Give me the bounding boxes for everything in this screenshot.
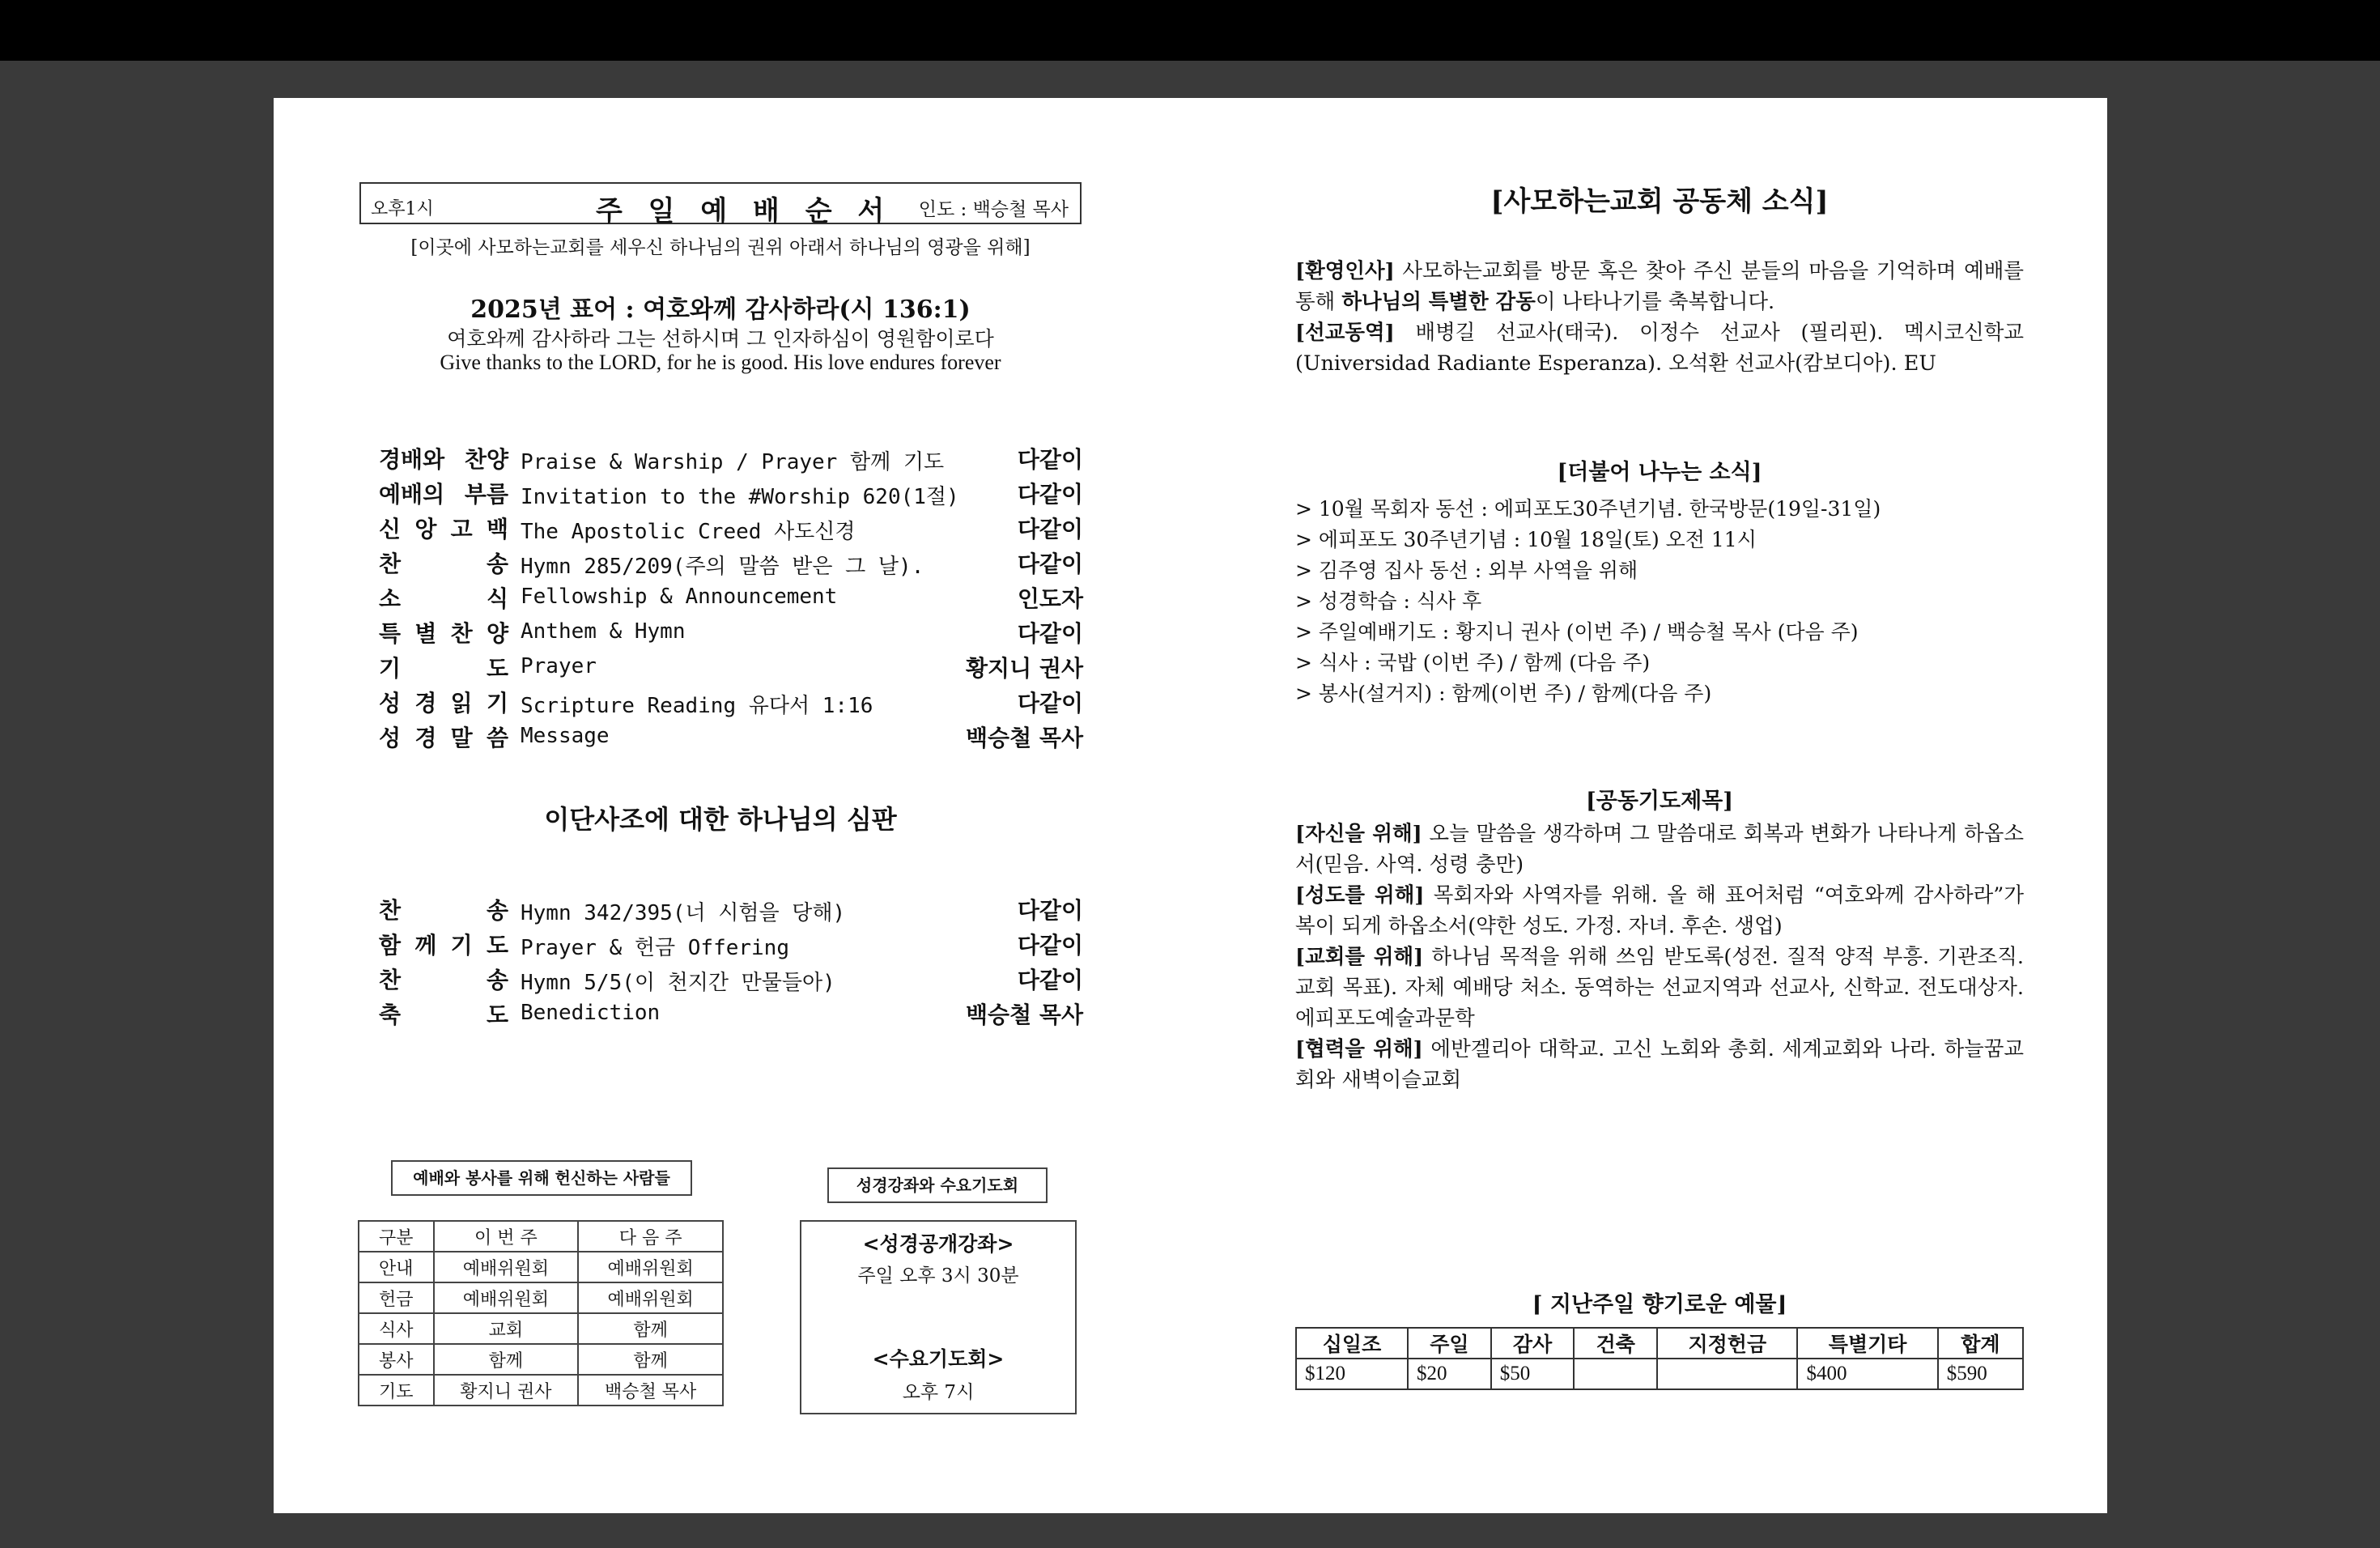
table-cell: $20 xyxy=(1408,1359,1491,1389)
share-item: > 김주영 집사 동선 : 외부 사역을 위해 xyxy=(1295,559,1638,582)
bulletin-page xyxy=(274,98,2107,1513)
order-item-description: Scripture Reading 유다서 1:16 xyxy=(521,694,873,718)
prayer-tag: [성도를 위해] xyxy=(1295,883,1425,908)
sermon-title: 이단사조에 대한 하나님의 심판 xyxy=(544,804,897,835)
welcome-text-a: 사모하는교회를 방문 혹은 찾아 주신 분들의 마음을 기억하며 예배를 통해 xyxy=(1295,259,2024,314)
service-leader: 인도 : 백승철 목사 xyxy=(918,199,1069,220)
offering-table xyxy=(1295,1327,2024,1390)
table-cell xyxy=(1574,1359,1657,1389)
order-item-name: 성 경 읽 기 xyxy=(379,690,508,717)
order-item xyxy=(379,512,1083,544)
table-cell xyxy=(1657,1359,1797,1389)
order-item-description: Benediction xyxy=(521,1001,661,1025)
table-header-cell: 구분 xyxy=(359,1221,434,1252)
order-item-leader: 백승철 목사 xyxy=(966,1002,1083,1028)
share-item: > 에피포도 30주년기념 : 10월 18일(토) 오전 11시 xyxy=(1295,528,1757,551)
order-item xyxy=(379,442,1083,474)
order-item xyxy=(379,477,1083,509)
table-header-cell: 합계 xyxy=(1938,1328,2023,1359)
order-item-description: Hymn 285/209(주의 말씀 받은 그 날). xyxy=(521,555,924,579)
table-row xyxy=(359,1344,723,1375)
welcome-text-c: 이 나타나기를 축복합니다. xyxy=(1535,290,1775,314)
order-item-description: Fellowship & Announcement xyxy=(521,585,838,609)
share-item: > 주일예배기도 : 황지니 권사 (이번 주) / 백승철 목사 (다음 주) xyxy=(1295,620,1859,644)
table-header-cell: 주일 xyxy=(1408,1328,1491,1359)
order-item xyxy=(379,581,1083,614)
order-item-leader: 다같이 xyxy=(1017,897,1083,924)
table-cell: $50 xyxy=(1491,1359,1575,1389)
service-order-title: 주 일 예 배 순 서 xyxy=(596,195,893,228)
share-item: > 봉사(설거지) : 함께(이번 주) / 함께(다음 주) xyxy=(1295,682,1712,705)
order-item-description: Invitation to the #Worship 620(1절) xyxy=(521,485,959,509)
order-item-leader: 황지니 권사 xyxy=(966,655,1083,682)
order-item-leader: 다같이 xyxy=(1017,551,1083,577)
order-item xyxy=(379,963,1083,995)
year-motto: 2025년 표어 : 여호와께 감사하라(시 136:1) xyxy=(470,296,971,324)
mission-paragraph xyxy=(1295,317,2024,379)
table-row xyxy=(359,1375,723,1406)
order-item xyxy=(379,651,1083,683)
prayer-item-members xyxy=(1295,880,2024,942)
prayer-text: 에반겔리아 대학교. 고신 노회와 총회. 세계교회와 나라. 하늘꿈교회와 새벽이슬교회 xyxy=(1295,1037,2024,1092)
servants-table xyxy=(358,1220,724,1406)
order-item-name: 신 앙 고 백 xyxy=(379,516,508,542)
order-item-leader: 인도자 xyxy=(1017,585,1083,612)
bible-class-label: 성경강좌와 수요기도회 xyxy=(827,1167,1048,1203)
dedication-line: [이곳에 사모하는교회를 세우신 하나님의 권위 아래서 하나님의 영광을 위해] xyxy=(410,237,1031,258)
prayer-item-cooperation xyxy=(1295,1034,2024,1095)
servants-label: 예배와 봉사를 위해 헌신하는 사람들 xyxy=(391,1160,692,1196)
table-header-cell: 감사 xyxy=(1491,1328,1575,1359)
table-row xyxy=(1296,1359,2023,1389)
order-item xyxy=(379,616,1083,649)
window-top-bar xyxy=(0,0,2380,61)
table-cell: 안내 xyxy=(359,1252,434,1282)
table-cell: 황지니 권사 xyxy=(434,1375,579,1406)
share-item: > 성경학습 : 식사 후 xyxy=(1295,589,1482,613)
order-item xyxy=(379,686,1083,718)
prayer-text: 오늘 말씀을 생각하며 그 말씀대로 회복과 변화가 나타나게 하옵소서(믿음. 사역. 성령 충만) xyxy=(1295,822,2024,877)
verse-english: Give thanks to the LORD, for he is good. His love endures forever xyxy=(440,351,1001,374)
verse-korean: 여호와께 감사하라 그는 선하시며 그 인자하심이 영원함이로다 xyxy=(447,327,994,351)
order-item-name: 함 께 기 도 xyxy=(379,932,508,959)
prayer-tag: [자신을 위해] xyxy=(1295,822,1422,846)
bible-class-time: 주일 오후 3시 30분 xyxy=(857,1265,1019,1286)
prayer-text: 목회자와 사역자를 위해. 올 해 표어처럼 “여호와께 감사하라”가 복이 되게 하옵소서(약한 성도. 가정. 자녀. 후손. 생업) xyxy=(1295,883,2024,938)
order-item-name: 축 도 xyxy=(379,1002,508,1028)
table-cell: 헌금 xyxy=(359,1282,434,1313)
table-header-cell: 지정헌금 xyxy=(1657,1328,1797,1359)
table-header-cell: 특별기타 xyxy=(1797,1328,1937,1359)
table-cell: 함께 xyxy=(434,1344,579,1375)
order-item xyxy=(379,546,1083,579)
table-header-cell: 이 번 주 xyxy=(434,1221,579,1252)
order-item xyxy=(379,997,1083,1030)
order-item-description: Prayer xyxy=(521,654,597,678)
wednesday-prayer-title: <수요기도회> xyxy=(872,1347,1005,1371)
table-cell: 백승철 목사 xyxy=(578,1375,723,1406)
table-cell: 식사 xyxy=(359,1313,434,1344)
table-cell: $120 xyxy=(1296,1359,1408,1389)
order-item xyxy=(379,721,1083,753)
table-cell: $590 xyxy=(1938,1359,2023,1389)
order-item-description: Hymn 5/5(이 천지간 만물들아) xyxy=(521,971,835,995)
table-row xyxy=(359,1313,723,1344)
offering-title: ⌈ 지난주일 향기로운 예물⌋ xyxy=(1532,1292,1787,1317)
bible-class-title: <성경공개강좌> xyxy=(862,1232,1014,1256)
table-row xyxy=(359,1252,723,1282)
table-header-cell: 십일조 xyxy=(1296,1328,1408,1359)
order-item xyxy=(379,928,1083,960)
order-item-description: Prayer & 헌금 Offering xyxy=(521,936,789,960)
news-title: [사모하는교회 공동체 소식] xyxy=(1490,185,1829,218)
order-item-leader: 다같이 xyxy=(1017,690,1083,717)
welcome-paragraph xyxy=(1295,256,2024,317)
welcome-tag: [환영인사] xyxy=(1295,259,1395,283)
table-cell: 예배위원회 xyxy=(578,1282,723,1313)
mission-text: 배병길 선교사(태국). 이정수 선교사 (필리핀). 멕시코신학교 (Universidad Radiante Esperanza). 오석환 선교사(캄보디아). EU xyxy=(1295,321,2024,376)
order-item-name: 소 식 xyxy=(379,585,508,612)
order-item-leader: 다같이 xyxy=(1017,516,1083,542)
order-item-name: 경배와 찬양 xyxy=(379,446,508,473)
table-cell: 교회 xyxy=(434,1313,579,1344)
order-item-name: 특 별 찬 양 xyxy=(379,620,508,647)
order-item-leader: 백승철 목사 xyxy=(966,725,1083,751)
mission-tag: [선교동역] xyxy=(1295,321,1395,345)
prayer-tag: [교회를 위해] xyxy=(1295,945,1424,969)
order-item-leader: 다같이 xyxy=(1017,620,1083,647)
prayer-tag: [협력을 위해] xyxy=(1295,1037,1423,1061)
order-item-name: 기 도 xyxy=(379,655,508,682)
order-item-description: Praise & Warship / Prayer 함께 기도 xyxy=(521,450,945,474)
order-item-name: 찬 송 xyxy=(379,551,508,577)
order-item xyxy=(379,893,1083,925)
table-cell: 봉사 xyxy=(359,1344,434,1375)
order-item-name: 찬 송 xyxy=(379,967,508,993)
prayer-item-self xyxy=(1295,819,2024,880)
table-header-cell: 건축 xyxy=(1574,1328,1657,1359)
order-item-leader: 다같이 xyxy=(1017,446,1083,473)
share-news-title: [더불어 나누는 소식] xyxy=(1557,460,1762,485)
table-cell: 예배위원회 xyxy=(578,1252,723,1282)
order-item-description: The Apostolic Creed 사도신경 xyxy=(521,520,856,544)
order-item-description: Anthem & Hymn xyxy=(521,619,686,644)
prayer-text: 하나님 목적을 위해 쓰임 받도록(성전. 질적 양적 부흥. 기관조직. 교회 목표). 자체 예배당 처소. 동역하는 선교지역과 선교사, 신학교. 전도대상자. 에피포도예술과문학 xyxy=(1295,945,2024,1031)
service-order-header xyxy=(359,182,1082,228)
order-item-description: Hymn 342/395(너 시험을 당해) xyxy=(521,901,846,925)
table-cell: 예배위원회 xyxy=(434,1252,579,1282)
bible-class-box xyxy=(800,1220,1077,1414)
wednesday-prayer-time: 오후 7시 xyxy=(902,1382,975,1403)
order-item-leader: 다같이 xyxy=(1017,932,1083,959)
table-header-cell: 다 음 주 xyxy=(578,1221,723,1252)
prayer-title: [공동기도제목] xyxy=(1585,789,1734,814)
table-header-row xyxy=(1296,1328,2023,1359)
prayer-item-church xyxy=(1295,942,2024,1034)
table-cell: $400 xyxy=(1797,1359,1937,1389)
table-row xyxy=(359,1282,723,1313)
table-cell: 함께 xyxy=(578,1344,723,1375)
order-item-description: Message xyxy=(521,724,610,748)
table-cell: 함께 xyxy=(578,1313,723,1344)
order-item-name: 예배의 부름 xyxy=(379,481,508,508)
order-item-name: 성 경 말 씀 xyxy=(379,725,508,751)
share-item: > 식사 : 국밥 (이번 주) / 함께 (다음 주) xyxy=(1295,651,1651,674)
service-time: 오후1시 xyxy=(371,199,434,219)
table-header-row xyxy=(359,1221,723,1252)
table-cell: 기도 xyxy=(359,1375,434,1406)
table-cell: 예배위원회 xyxy=(434,1282,579,1313)
welcome-text-b: 하나님의 특별한 감동 xyxy=(1341,290,1536,314)
order-item-leader: 다같이 xyxy=(1017,967,1083,993)
share-item: > 10월 목회자 동선 : 에피포도30주년기념. 한국방문(19일-31일) xyxy=(1295,497,1881,521)
order-item-leader: 다같이 xyxy=(1017,481,1083,508)
order-item-name: 찬 송 xyxy=(379,897,508,924)
